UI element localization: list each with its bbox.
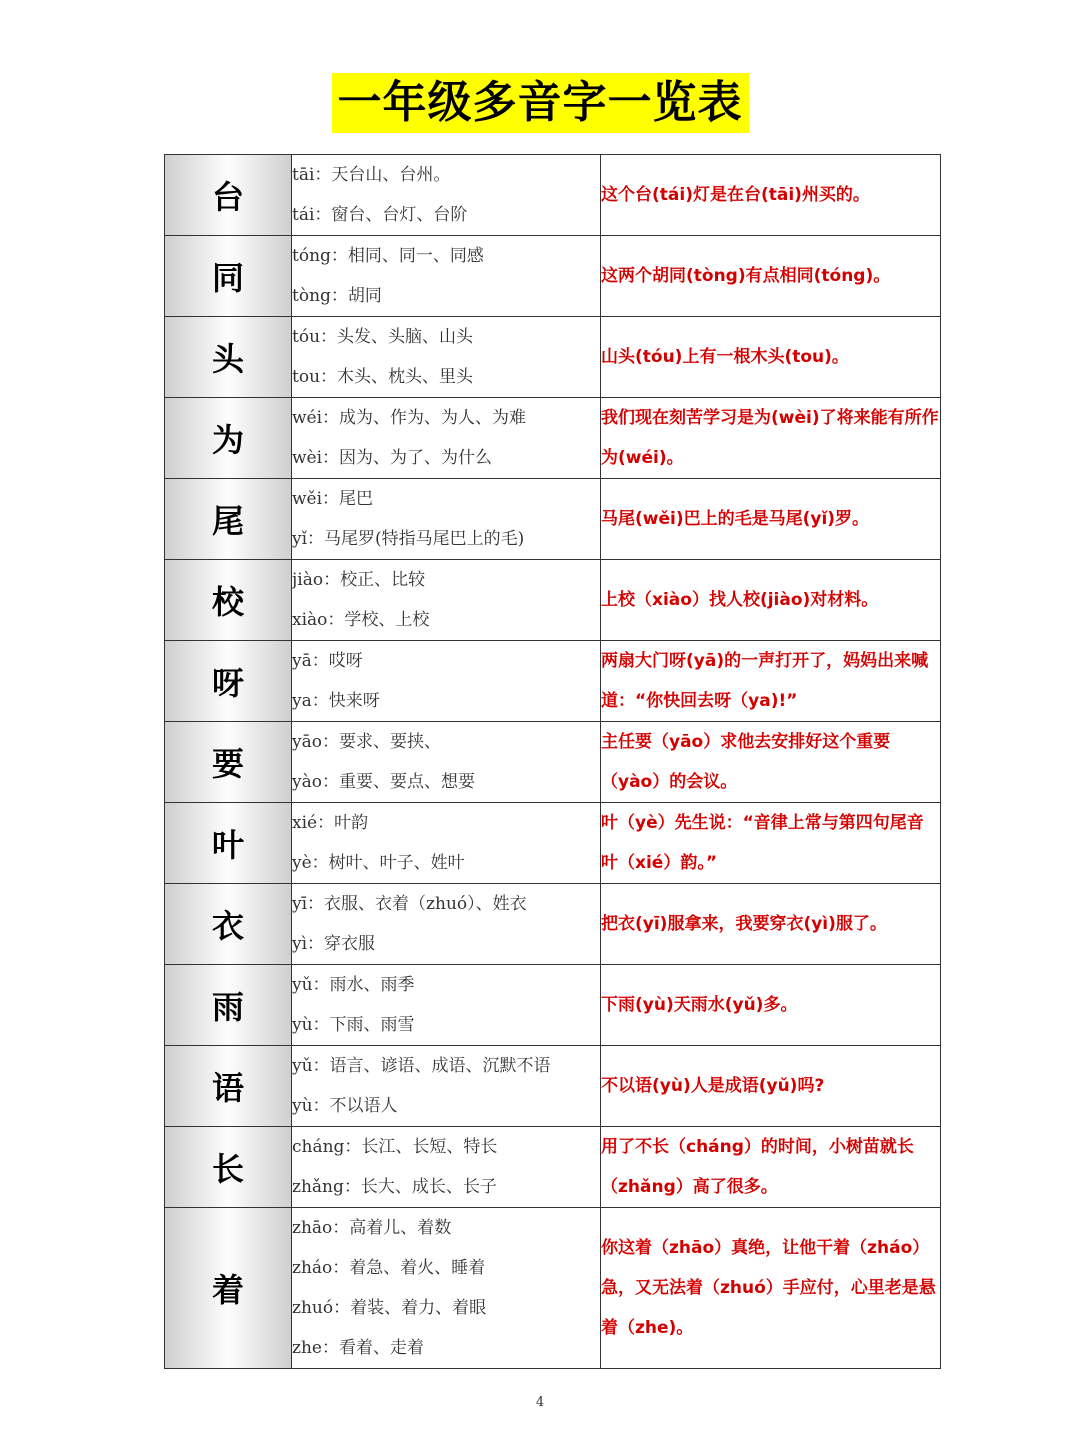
table-row [165,1046,941,1127]
table-row [165,1127,941,1208]
reading-line: tóu：头发、头脑、山头 [292,327,474,347]
example-sentence-cell: 两扇大门呀(yā)的一声打开了，妈妈出来喊道：“你快回去呀（ya)!” [601,641,941,722]
table-row [165,398,941,479]
table-row [165,884,941,965]
readings-cell [292,398,601,479]
reading-line: wèi：因为、为了、为什么 [292,448,493,468]
character-cell: 长 [165,1127,292,1208]
page-title: 一年级多音字一览表 [332,73,749,133]
character-cell: 为 [165,398,292,479]
reading-line: jiào：校正、比较 [292,570,426,590]
character-cell: 要 [165,722,292,803]
readings-cell [292,1127,601,1208]
readings-cell [292,155,601,236]
readings-cell [292,317,601,398]
example-sentence-cell: 叶（yè）先生说：“音律上常与第四句尾音叶（xié）韵。” [601,803,941,884]
reading-line: cháng：长江、长短、特长 [292,1137,498,1157]
character-cell: 衣 [165,884,292,965]
reading-line: wéi：成为、作为、为人、为难 [292,408,527,428]
character-cell: 叶 [165,803,292,884]
table-body [165,155,941,1369]
reading-line: yā：哎呀 [292,651,363,671]
reading-line: yǐ：马尾罗(特指马尾巴上的毛) [292,529,525,549]
character-cell: 呀 [165,641,292,722]
character-cell: 雨 [165,965,292,1046]
readings-cell [292,236,601,317]
reading-line: ya：快来呀 [292,691,380,711]
table-row [165,236,941,317]
reading-line: tóng：相同、同一、同感 [292,246,484,266]
reading-line: tòng：胡同 [292,286,382,306]
example-sentence-cell: 用了不长（cháng）的时间，小树苗就长（zhǎng）高了很多。 [601,1127,941,1208]
reading-line: yǔ：语言、谚语、成语、沉默不语 [292,1056,551,1076]
reading-line: yào：重要、要点、想要 [292,772,475,792]
table-row [165,317,941,398]
reading-line: yǔ：雨水、雨季 [292,975,415,995]
character-cell: 校 [165,560,292,641]
character-cell: 头 [165,317,292,398]
readings-cell [292,641,601,722]
table-row [165,965,941,1046]
table-row [165,560,941,641]
reading-line: yè：树叶、叶子、姓叶 [292,853,465,873]
reading-line: zhe：看着、走着 [292,1338,424,1358]
table-row [165,803,941,884]
reading-line: zháo：着急、着火、睡着 [292,1258,486,1278]
example-sentence-cell: 山头(tóu)上有一根木头(tou)。 [601,317,941,398]
reading-line: yù：不以语人 [292,1096,398,1116]
table-row [165,1208,941,1369]
example-sentence-cell: 这两个胡同(tòng)有点相同(tóng)。 [601,236,941,317]
reading-line: xié：叶韵 [292,813,369,833]
example-sentence-cell: 把衣(yī)服拿来，我要穿衣(yì)服了。 [601,884,941,965]
character-cell: 尾 [165,479,292,560]
reading-line: yù：下雨、雨雪 [292,1015,415,1035]
example-sentence-cell: 你这着（zhāo）真绝，让他干着（zháo）急，又无法着（zhuó）手应付，心里老是悬着（zhe)。 [601,1208,941,1369]
table-row [165,479,941,560]
reading-line: zhǎng：长大、成长、长子 [292,1177,497,1197]
reading-line: tái：窗台、台灯、台阶 [292,205,468,225]
readings-cell [292,803,601,884]
reading-line: yī：衣服、衣着（zhuó）、姓衣 [292,894,527,914]
reading-line: xiào：学校、上校 [292,610,430,630]
readings-cell [292,1208,601,1369]
reading-line: tou：木头、枕头、里头 [292,367,474,387]
table-row [165,155,941,236]
table-row [165,722,941,803]
reading-line: wěi：尾巴 [292,489,374,509]
polyphone-table [164,154,941,1369]
character-cell: 着 [165,1208,292,1369]
table-row [165,641,941,722]
reading-line: zhuó：着装、着力、着眼 [292,1298,487,1318]
example-sentence-cell: 这个台(tái)灯是在台(tāi)州买的。 [601,155,941,236]
example-sentence-cell: 不以语(yù)人是成语(yǔ)吗? [601,1046,941,1127]
reading-line: yāo：要求、要挟、 [292,732,441,752]
reading-line: tāi：天台山、台州。 [292,165,451,185]
readings-cell [292,1046,601,1127]
character-cell: 同 [165,236,292,317]
example-sentence-cell: 下雨(yù)天雨水(yǔ)多。 [601,965,941,1046]
readings-cell [292,560,601,641]
character-cell: 语 [165,1046,292,1127]
readings-cell [292,965,601,1046]
character-cell: 台 [165,155,292,236]
title-banner [0,73,1080,133]
page-number: 4 [535,1395,545,1410]
readings-cell [292,884,601,965]
readings-cell [292,722,601,803]
example-sentence-cell: 上校（xiào）找人校(jiào)对材料。 [601,560,941,641]
example-sentence-cell: 主任要（yāo）求他去安排好这个重要（yào）的会议。 [601,722,941,803]
readings-cell [292,479,601,560]
reading-line: yì：穿衣服 [292,934,376,954]
example-sentence-cell: 马尾(wěi)巴上的毛是马尾(yǐ)罗。 [601,479,941,560]
reading-line: zhāo：高着儿、着数 [292,1218,452,1238]
example-sentence-cell: 我们现在刻苦学习是为(wèi)了将来能有所作为(wéi)。 [601,398,941,479]
